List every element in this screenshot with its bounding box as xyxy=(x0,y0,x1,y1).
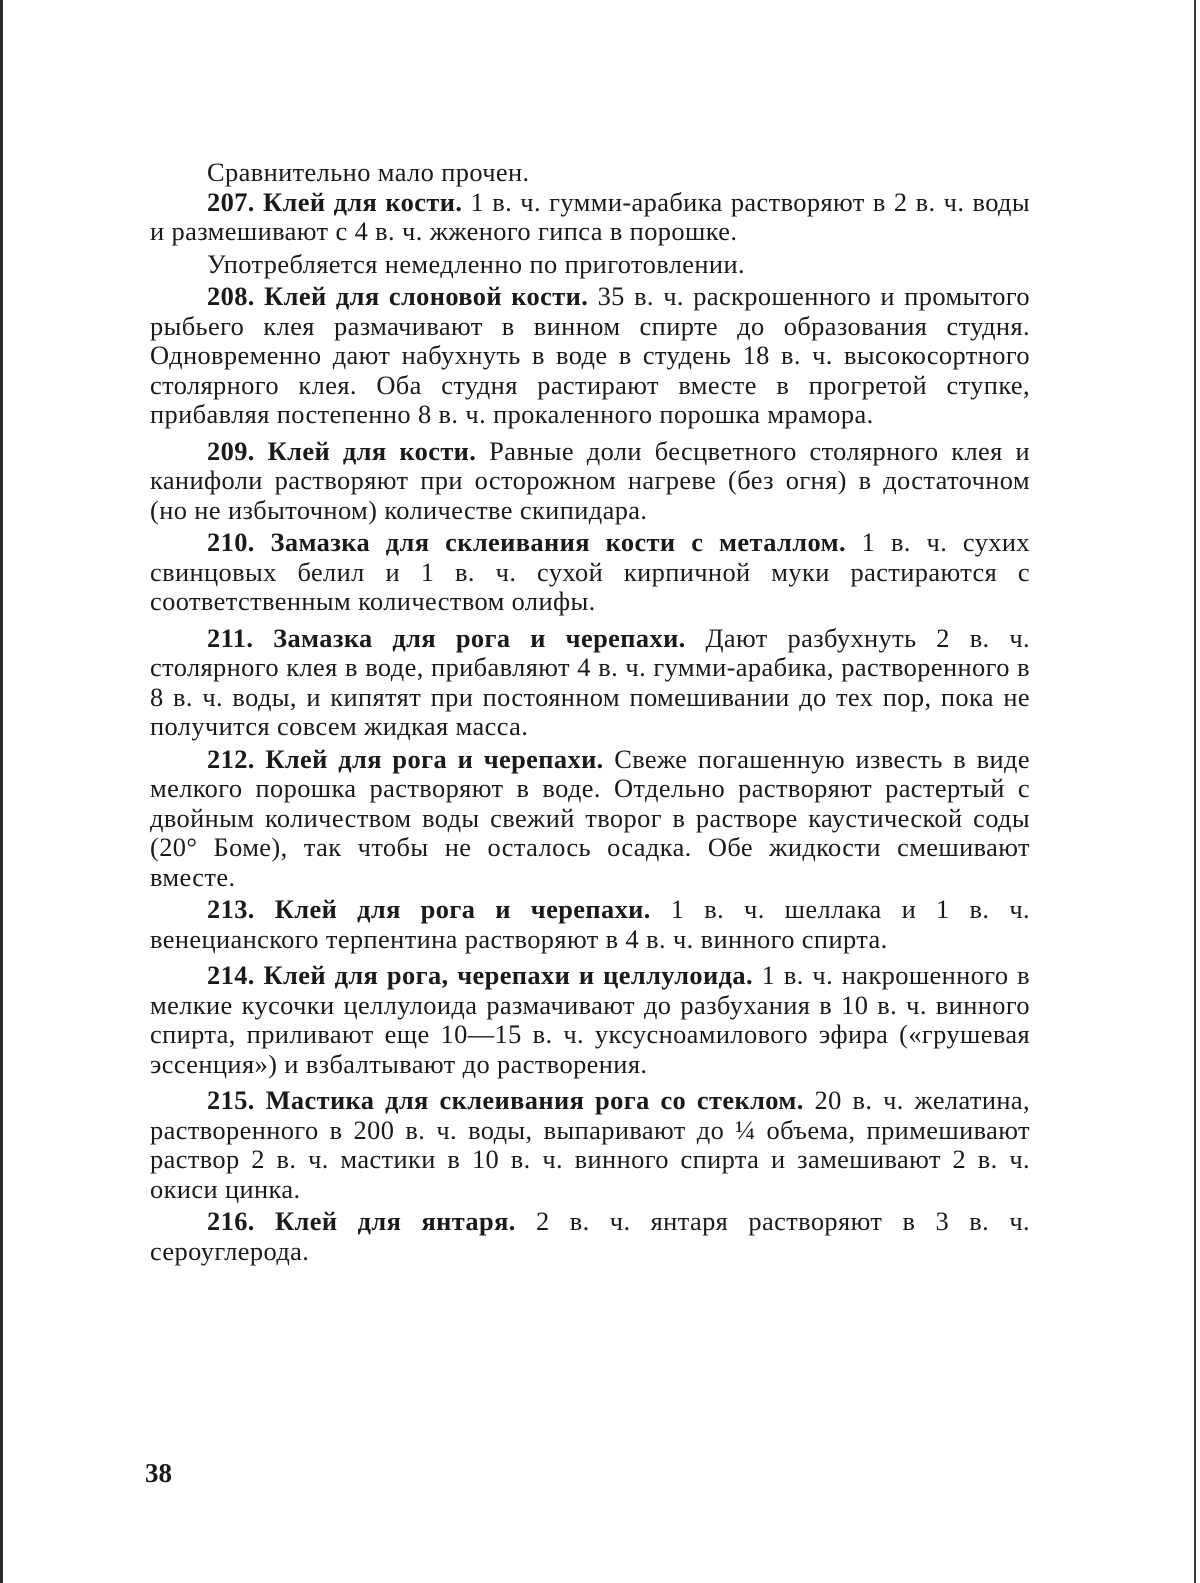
continuation-text: Сравнительно мало прочен. xyxy=(150,158,1030,188)
recipe-211 xyxy=(150,624,1030,742)
recipe-text: 20 в. ч. желатина, растворенного в 200 в. ч. воды, выпаривают до ¼ объема, примешивают раствор 2 в. ч. мастики в 10 в. ч. винного спирта и замешивают 2 в. ч. окиси цинка. xyxy=(150,1085,1030,1204)
recipe-number: 208. xyxy=(207,281,255,311)
recipe-text: Дают разбухнуть 2 в. ч. столярного клея в воде, прибавляют 4 в. ч. гумми-арабика, растворенного в 8 в. ч. воды, и кипятят при постоянном помешивании до тех пор, пока не получится совсем жидкая масса. xyxy=(150,623,1030,742)
recipe-209 xyxy=(150,437,1030,526)
recipe-text: Равные доли бесцветного столярного клея и канифоли растворяют при осторожном нагреве (без огня) в достаточном (но не избыточном) количестве скипидара. xyxy=(150,436,1030,525)
recipe-title: Замазка для рога и черепахи. xyxy=(273,623,686,653)
recipe-number: 214. xyxy=(207,960,255,990)
recipe-207 xyxy=(150,188,1030,247)
recipe-number: 211. xyxy=(207,623,253,653)
recipe-216 xyxy=(150,1207,1030,1266)
recipe-number: 209. xyxy=(207,436,255,466)
recipe-title: Клей для кости. xyxy=(268,436,477,466)
recipe-210 xyxy=(150,528,1030,617)
recipe-text: 2 в. ч. янтаря растворяют в 3 в. ч. сероуглерода. xyxy=(150,1206,1030,1266)
recipe-title: Мастика для склеивания рога со стеклом. xyxy=(266,1085,804,1115)
recipe-214 xyxy=(150,961,1030,1079)
page-body xyxy=(150,158,1030,1266)
scan-edge-left xyxy=(0,0,3,1583)
scan-edge-right xyxy=(1194,0,1196,1583)
recipe-213 xyxy=(150,895,1030,954)
recipe-text: Свеже погашенную известь в виде мелкого порошка растворяют в воде. Отдельно растворяют растертый с двойным количеством воды свежий творог в растворе каустической соды (20° Боме), так чтобы не осталось осадка. Обе жидкости смешивают вместе. xyxy=(150,744,1030,892)
recipe-title: Клей для янтаря. xyxy=(275,1206,516,1236)
recipe-212 xyxy=(150,745,1030,893)
page-number: 38 xyxy=(145,1458,172,1489)
recipe-number: 213. xyxy=(207,894,255,924)
recipe-text: 35 в. ч. раскрошенного и промытого рыбьего клея размачивают в винном спирте до образования студня. Одновременно дают набухнуть в воде в студень 18 в. ч. высокосортного столярного клея. Оба студня растирают вместе в прогретой ступке, прибавляя постепенно 8 в. ч. прокаленного порошка мрамора. xyxy=(150,281,1030,429)
recipe-title: Замазка для склеивания кости с металлом. xyxy=(271,527,846,557)
recipe-215 xyxy=(150,1086,1030,1204)
recipe-text: 1 в. ч. гумми-арабика растворяют в 2 в. ч. воды и размешивают с 4 в. ч. жженого гипса в порошке. xyxy=(150,187,1030,247)
recipe-title: Клей для слоновой кости. xyxy=(264,281,588,311)
recipe-title: Клей для рога, черепахи и целлулоида. xyxy=(263,960,753,990)
recipe-number: 207. xyxy=(207,187,255,217)
recipe-208 xyxy=(150,282,1030,430)
recipe-number: 215. xyxy=(207,1085,255,1115)
recipe-text: 1 в. ч. шеллака и 1 в. ч. венецианского терпентина растворяют в 4 в. ч. винного спирта. xyxy=(150,894,1030,954)
recipe-title: Клей для рога и черепахи. xyxy=(275,894,651,924)
recipe-number: 216. xyxy=(207,1206,255,1236)
recipe-title: Клей для кости. xyxy=(263,187,462,217)
recipe-number: 210. xyxy=(207,527,255,557)
recipe-207-note: Употребляется немедленно по приготовлении. xyxy=(150,250,1030,280)
recipe-text: 1 в. ч. накрошенного в мелкие кусочки целлулоида размачивают до разбухания в 10 в. ч. винного спирта, приливают еще 10—15 в. ч. уксусноамилового эфира («грушевая эссенция») и взбалтывают до растворения. xyxy=(150,960,1030,1079)
recipe-number: 212. xyxy=(207,744,255,774)
recipe-text: 1 в. ч. сухих свинцовых белил и 1 в. ч. сухой кирпичной муки растираются с соответственным количеством олифы. xyxy=(150,527,1030,616)
recipe-title: Клей для рога и черепахи. xyxy=(265,744,603,774)
